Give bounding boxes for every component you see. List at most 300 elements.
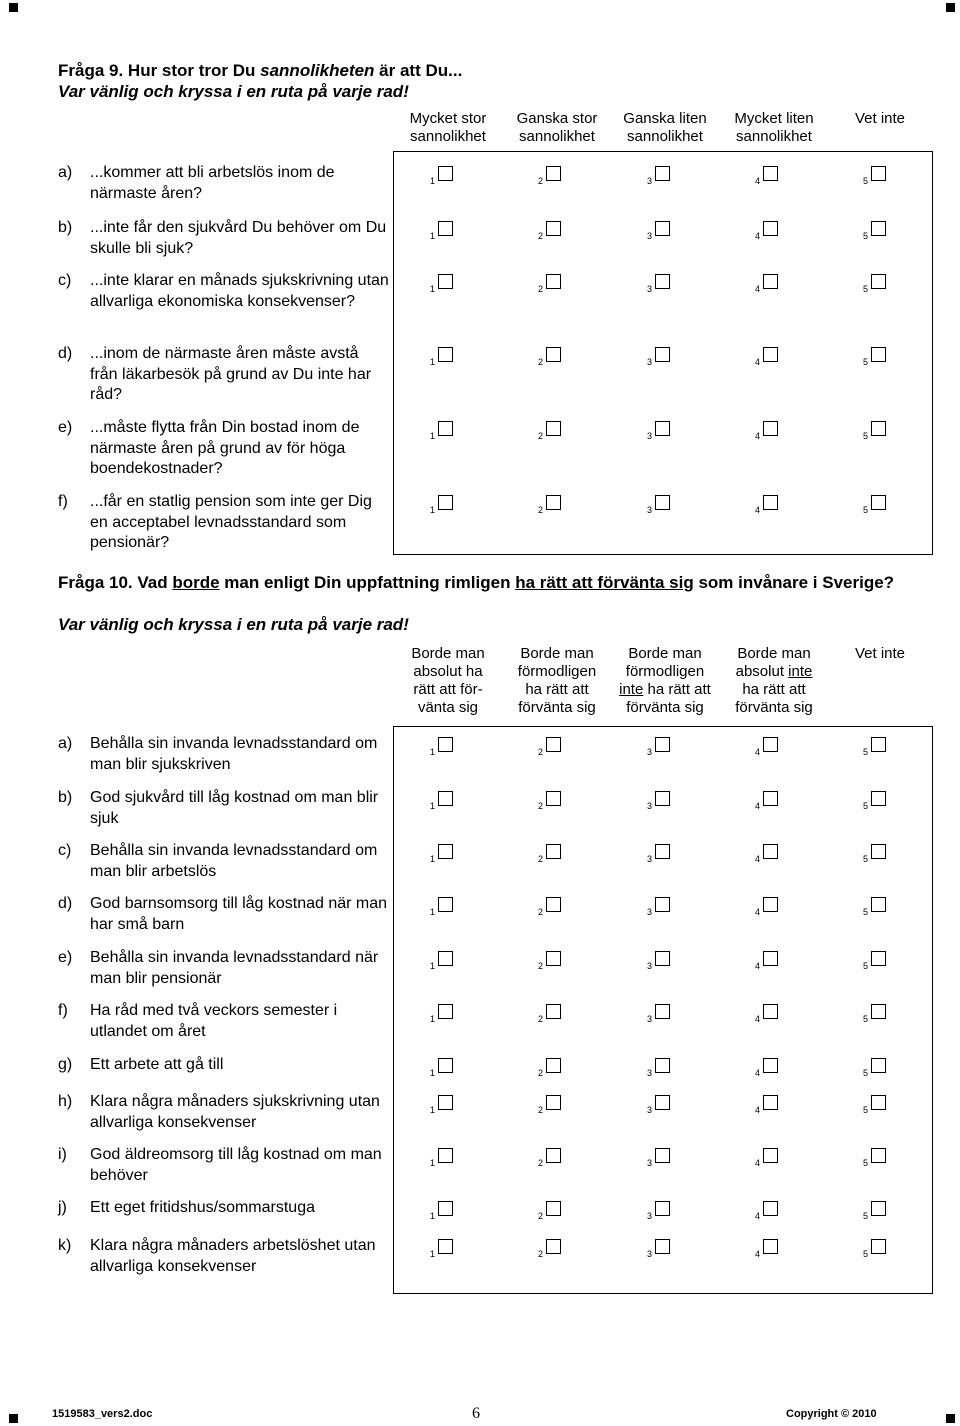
option-number: 4 xyxy=(755,1211,761,1221)
answer-checkbox[interactable] xyxy=(538,1058,566,1078)
q9-instruction: Var vänlig och kryssa i en ruta på varje rad! xyxy=(58,82,409,101)
checkbox-square[interactable] xyxy=(546,166,561,181)
answer-checkbox[interactable] xyxy=(430,1004,458,1024)
answer-checkbox[interactable] xyxy=(430,1148,458,1168)
option-number: 3 xyxy=(647,1211,653,1221)
answer-checkbox[interactable] xyxy=(647,166,675,186)
option-number: 1 xyxy=(430,357,436,367)
checkbox-square[interactable] xyxy=(546,897,561,912)
option-number: 4 xyxy=(755,1249,761,1259)
row-text: Behålla sin invanda levnadsstandard om man blir sjukskriven xyxy=(90,735,378,773)
row-text: Behålla sin invanda levnadsstandard när man blir pensionär xyxy=(90,949,379,987)
checkbox-square[interactable] xyxy=(438,737,453,752)
checkbox-square[interactable] xyxy=(763,1239,778,1254)
row-letter: i) xyxy=(58,1146,67,1163)
answer-checkbox[interactable] xyxy=(863,1239,891,1259)
answer-checkbox[interactable] xyxy=(430,221,458,241)
option-number: 5 xyxy=(863,1249,869,1259)
row-text: Ett arbete att gå till xyxy=(90,1056,224,1073)
checkbox-square[interactable] xyxy=(438,166,453,181)
answer-checkbox[interactable] xyxy=(538,347,566,367)
answer-checkbox[interactable] xyxy=(863,1095,891,1115)
row-text: God sjukvård till låg kostnad om man blir sjuk xyxy=(90,789,379,827)
checkbox-square[interactable] xyxy=(438,1201,453,1216)
checkbox-square[interactable] xyxy=(546,1095,561,1110)
option-number: 2 xyxy=(538,1158,544,1168)
checkbox-square[interactable] xyxy=(546,844,561,859)
option-number: 3 xyxy=(647,854,653,864)
checkbox-square[interactable] xyxy=(763,166,778,181)
answer-checkbox[interactable] xyxy=(430,897,458,917)
answer-checkbox[interactable] xyxy=(430,951,458,971)
row-text: ...kommer att bli arbetslös inom de närmaste åren? xyxy=(90,164,335,202)
answer-checkbox[interactable] xyxy=(538,791,566,811)
option-number: 2 xyxy=(538,961,544,971)
answer-checkbox[interactable] xyxy=(755,1201,783,1221)
row-letter: d) xyxy=(58,895,73,912)
option-number: 5 xyxy=(863,801,869,811)
answer-checkbox[interactable] xyxy=(538,737,566,757)
option-number: 2 xyxy=(538,1249,544,1259)
q9-col-header: Ganska liten sannolikhet xyxy=(623,110,707,145)
option-number: 1 xyxy=(430,1249,436,1259)
option-number: 4 xyxy=(755,961,761,971)
checkbox-square[interactable] xyxy=(763,897,778,912)
answer-checkbox[interactable] xyxy=(863,951,891,971)
option-number: 2 xyxy=(538,747,544,757)
option-number: 3 xyxy=(647,231,653,241)
option-number: 3 xyxy=(647,907,653,917)
checkbox-square[interactable] xyxy=(871,897,886,912)
row-letter: e) xyxy=(58,949,73,966)
answer-checkbox[interactable] xyxy=(538,421,566,441)
answer-checkbox[interactable] xyxy=(863,1148,891,1168)
checkbox-square[interactable] xyxy=(763,951,778,966)
row-letter: d) xyxy=(58,345,73,362)
option-number: 4 xyxy=(755,907,761,917)
option-number: 2 xyxy=(538,907,544,917)
checkbox-square[interactable] xyxy=(871,221,886,236)
option-number: 5 xyxy=(863,284,869,294)
checkbox-square[interactable] xyxy=(438,421,453,436)
checkbox-square[interactable] xyxy=(763,1201,778,1216)
option-number: 3 xyxy=(647,961,653,971)
row-text: Behålla sin invanda levnadsstandard om man blir arbetslös xyxy=(90,842,378,880)
answer-checkbox[interactable] xyxy=(647,737,675,757)
checkbox-square[interactable] xyxy=(655,495,670,510)
option-number: 1 xyxy=(430,1105,436,1115)
answer-checkbox[interactable] xyxy=(755,1058,783,1078)
checkbox-square[interactable] xyxy=(871,1004,886,1019)
row-letter: f) xyxy=(58,1002,68,1019)
option-number: 1 xyxy=(430,1211,436,1221)
checkbox-square[interactable] xyxy=(655,421,670,436)
answer-checkbox[interactable] xyxy=(430,347,458,367)
checkbox-square[interactable] xyxy=(871,495,886,510)
answer-checkbox[interactable] xyxy=(430,1058,458,1078)
checkbox-square[interactable] xyxy=(871,347,886,362)
option-number: 2 xyxy=(538,284,544,294)
corner-mark xyxy=(946,3,955,12)
answer-checkbox[interactable] xyxy=(755,221,783,241)
answer-checkbox[interactable] xyxy=(647,844,675,864)
answer-checkbox[interactable] xyxy=(647,897,675,917)
checkbox-square[interactable] xyxy=(546,221,561,236)
row-letter: g) xyxy=(58,1056,73,1073)
checkbox-square[interactable] xyxy=(763,495,778,510)
row-text: Klara några månaders sjukskrivning utan allvarliga konsekvenser xyxy=(90,1093,380,1131)
answer-checkbox[interactable] xyxy=(755,897,783,917)
option-number: 1 xyxy=(430,1158,436,1168)
checkbox-square[interactable] xyxy=(655,166,670,181)
checkbox-square[interactable] xyxy=(655,1148,670,1163)
checkbox-square[interactable] xyxy=(438,1239,453,1254)
option-number: 3 xyxy=(647,1249,653,1259)
checkbox-square[interactable] xyxy=(763,791,778,806)
answer-checkbox[interactable] xyxy=(755,347,783,367)
checkbox-square[interactable] xyxy=(546,737,561,752)
answer-checkbox[interactable] xyxy=(863,897,891,917)
checkbox-square[interactable] xyxy=(871,166,886,181)
answer-checkbox[interactable] xyxy=(863,791,891,811)
checkbox-square[interactable] xyxy=(438,347,453,362)
row-letter: b) xyxy=(58,219,73,236)
option-number: 5 xyxy=(863,1014,869,1024)
answer-checkbox[interactable] xyxy=(863,1058,891,1078)
checkbox-square[interactable] xyxy=(546,1004,561,1019)
q10-col-header: Vet inte xyxy=(854,645,906,662)
option-number: 2 xyxy=(538,1211,544,1221)
option-number: 1 xyxy=(430,231,436,241)
option-number: 1 xyxy=(430,801,436,811)
option-number: 2 xyxy=(538,801,544,811)
checkbox-square[interactable] xyxy=(655,221,670,236)
answer-checkbox[interactable] xyxy=(538,221,566,241)
checkbox-square[interactable] xyxy=(871,1201,886,1216)
answer-checkbox[interactable] xyxy=(755,166,783,186)
checkbox-square[interactable] xyxy=(871,1239,886,1254)
checkbox-square[interactable] xyxy=(438,951,453,966)
answer-checkbox[interactable] xyxy=(755,844,783,864)
option-number: 3 xyxy=(647,1105,653,1115)
option-number: 4 xyxy=(755,231,761,241)
row-letter: h) xyxy=(58,1093,73,1110)
q10-col-header: Borde man förmodligen ha rätt att förvänta sig xyxy=(517,645,597,716)
checkbox-square[interactable] xyxy=(438,1004,453,1019)
answer-checkbox[interactable] xyxy=(647,791,675,811)
checkbox-square[interactable] xyxy=(871,844,886,859)
option-number: 3 xyxy=(647,284,653,294)
answer-checkbox[interactable] xyxy=(863,844,891,864)
answer-checkbox[interactable] xyxy=(647,1095,675,1115)
option-number: 4 xyxy=(755,431,761,441)
footer-copyright: Copyright © 2010 xyxy=(786,1408,877,1420)
option-number: 3 xyxy=(647,1068,653,1078)
answer-checkbox[interactable] xyxy=(538,1201,566,1221)
answer-checkbox[interactable] xyxy=(430,1095,458,1115)
answer-checkbox[interactable] xyxy=(863,221,891,241)
checkbox-square[interactable] xyxy=(438,495,453,510)
checkbox-square[interactable] xyxy=(763,421,778,436)
answer-checkbox[interactable] xyxy=(538,1239,566,1259)
row-letter: b) xyxy=(58,789,73,806)
answer-checkbox[interactable] xyxy=(755,421,783,441)
checkbox-square[interactable] xyxy=(763,737,778,752)
option-number: 5 xyxy=(863,505,869,515)
checkbox-square[interactable] xyxy=(546,347,561,362)
option-number: 4 xyxy=(755,505,761,515)
checkbox-square[interactable] xyxy=(546,791,561,806)
row-text: Ett eget fritidshus/sommarstuga xyxy=(90,1199,315,1216)
checkbox-square[interactable] xyxy=(655,347,670,362)
option-number: 3 xyxy=(647,801,653,811)
checkbox-square[interactable] xyxy=(655,1004,670,1019)
option-number: 5 xyxy=(863,431,869,441)
checkbox-square[interactable] xyxy=(655,737,670,752)
checkbox-square[interactable] xyxy=(438,274,453,289)
checkbox-square[interactable] xyxy=(438,221,453,236)
q10-instruction: Var vänlig och kryssa i en ruta på varje rad! xyxy=(58,615,409,634)
answer-checkbox[interactable] xyxy=(863,737,891,757)
option-number: 1 xyxy=(430,505,436,515)
option-number: 4 xyxy=(755,1014,761,1024)
page-number: 6 xyxy=(472,1405,480,1422)
option-number: 5 xyxy=(863,961,869,971)
q9-title: Fråga 9. Hur stor tror Du sannolikheten är att Du... xyxy=(58,61,463,80)
answer-checkbox[interactable] xyxy=(647,421,675,441)
option-number: 2 xyxy=(538,357,544,367)
checkbox-square[interactable] xyxy=(655,1201,670,1216)
checkbox-square[interactable] xyxy=(655,1095,670,1110)
checkbox-square[interactable] xyxy=(763,347,778,362)
row-letter: k) xyxy=(58,1237,72,1254)
row-text: Klara några månaders arbetslöshet utan allvarliga konsekvenser xyxy=(90,1237,376,1275)
answer-checkbox[interactable] xyxy=(647,1058,675,1078)
answer-checkbox[interactable] xyxy=(755,495,783,515)
row-text: ...får en statlig pension som inte ger Dig en acceptabel levnadsstandard som pensionär? xyxy=(90,493,372,551)
checkbox-square[interactable] xyxy=(871,421,886,436)
answer-checkbox[interactable] xyxy=(755,274,783,294)
row-text: God barnsomsorg till låg kostnad när man har små barn xyxy=(90,895,388,933)
row-letter: e) xyxy=(58,419,73,436)
option-number: 2 xyxy=(538,854,544,864)
checkbox-square[interactable] xyxy=(438,1148,453,1163)
checkbox-square[interactable] xyxy=(763,274,778,289)
answer-checkbox[interactable] xyxy=(430,274,458,294)
answer-checkbox[interactable] xyxy=(430,791,458,811)
checkbox-square[interactable] xyxy=(546,951,561,966)
checkbox-square[interactable] xyxy=(655,951,670,966)
answer-checkbox[interactable] xyxy=(755,951,783,971)
answer-checkbox[interactable] xyxy=(755,737,783,757)
option-number: 1 xyxy=(430,961,436,971)
row-text: ...inte klarar en månads sjukskrivning utan allvarliga ekonomiska konsekvenser? xyxy=(90,272,389,310)
checkbox-square[interactable] xyxy=(546,1201,561,1216)
answer-checkbox[interactable] xyxy=(647,1239,675,1259)
option-number: 4 xyxy=(755,1158,761,1168)
option-number: 4 xyxy=(755,747,761,757)
option-number: 4 xyxy=(755,357,761,367)
option-number: 3 xyxy=(647,505,653,515)
row-letter: a) xyxy=(58,735,73,752)
checkbox-square[interactable] xyxy=(871,791,886,806)
checkbox-square[interactable] xyxy=(871,1148,886,1163)
option-number: 2 xyxy=(538,1068,544,1078)
answer-checkbox[interactable] xyxy=(647,951,675,971)
answer-checkbox[interactable] xyxy=(430,421,458,441)
checkbox-square[interactable] xyxy=(546,495,561,510)
answer-checkbox[interactable] xyxy=(647,1148,675,1168)
option-number: 3 xyxy=(647,357,653,367)
option-number: 5 xyxy=(863,176,869,186)
checkbox-square[interactable] xyxy=(655,274,670,289)
option-number: 2 xyxy=(538,176,544,186)
answer-checkbox[interactable] xyxy=(647,495,675,515)
checkbox-square[interactable] xyxy=(871,737,886,752)
row-text: ...inom de närmaste åren måste avstå från läkarbesök på grund av Du inte har råd? xyxy=(90,345,372,403)
checkbox-square[interactable] xyxy=(871,274,886,289)
checkbox-square[interactable] xyxy=(763,1058,778,1073)
q10-col-header: Borde man absolut inte ha rätt att förvänta sig xyxy=(735,645,813,716)
checkbox-square[interactable] xyxy=(546,1058,561,1073)
checkbox-square[interactable] xyxy=(546,1148,561,1163)
checkbox-square[interactable] xyxy=(546,1239,561,1254)
answer-checkbox[interactable] xyxy=(863,1201,891,1221)
answer-checkbox[interactable] xyxy=(647,274,675,294)
row-text: God äldreomsorg till låg kostnad om man behöver xyxy=(90,1146,382,1184)
checkbox-square[interactable] xyxy=(655,844,670,859)
row-letter: c) xyxy=(58,842,72,859)
answer-checkbox[interactable] xyxy=(538,1095,566,1115)
row-text: ...inte får den sjukvård Du behöver om Du skulle bli sjuk? xyxy=(90,219,387,257)
option-number: 1 xyxy=(430,431,436,441)
answer-checkbox[interactable] xyxy=(863,274,891,294)
q9-col-header: Mycket stor sannolikhet xyxy=(409,110,487,145)
option-number: 1 xyxy=(430,284,436,294)
q9-col-header: Mycket liten sannolikhet xyxy=(734,110,814,145)
option-number: 5 xyxy=(863,231,869,241)
option-number: 1 xyxy=(430,1014,436,1024)
footer-doc-name: 1519583_vers2.doc xyxy=(52,1408,153,1420)
answer-checkbox[interactable] xyxy=(647,347,675,367)
option-number: 2 xyxy=(538,431,544,441)
row-text: Ha råd med två veckors semester i utlandet om året xyxy=(90,1002,338,1040)
answer-checkbox[interactable] xyxy=(430,737,458,757)
checkbox-square[interactable] xyxy=(655,1239,670,1254)
q10-col-header: Borde man förmodligen inte ha rätt att förvänta sig xyxy=(619,645,711,716)
option-number: 2 xyxy=(538,231,544,241)
checkbox-square[interactable] xyxy=(438,1058,453,1073)
answer-checkbox[interactable] xyxy=(538,166,566,186)
option-number: 2 xyxy=(538,505,544,515)
answer-checkbox[interactable] xyxy=(755,791,783,811)
answer-checkbox[interactable] xyxy=(538,274,566,294)
answer-checkbox[interactable] xyxy=(538,495,566,515)
checkbox-square[interactable] xyxy=(438,1095,453,1110)
answer-checkbox[interactable] xyxy=(647,221,675,241)
option-number: 2 xyxy=(538,1014,544,1024)
option-number: 4 xyxy=(755,854,761,864)
option-number: 5 xyxy=(863,1105,869,1115)
answer-checkbox[interactable] xyxy=(538,844,566,864)
option-number: 5 xyxy=(863,1068,869,1078)
option-number: 1 xyxy=(430,747,436,757)
answer-checkbox[interactable] xyxy=(538,951,566,971)
q10-title: Fråga 10. Vad borde man enligt Din uppfattning rimligen ha rätt att förvänta sig som invånare i Sverige? xyxy=(58,573,895,592)
checkbox-square[interactable] xyxy=(763,1095,778,1110)
checkbox-square[interactable] xyxy=(655,1058,670,1073)
answer-checkbox[interactable] xyxy=(863,166,891,186)
option-number: 4 xyxy=(755,1105,761,1115)
answer-checkbox[interactable] xyxy=(863,495,891,515)
answer-checkbox[interactable] xyxy=(755,1004,783,1024)
row-letter: f) xyxy=(58,493,68,510)
checkbox-square[interactable] xyxy=(871,1058,886,1073)
row-letter: j) xyxy=(58,1199,67,1216)
checkbox-square[interactable] xyxy=(871,1095,886,1110)
answer-checkbox[interactable] xyxy=(755,1148,783,1168)
option-number: 3 xyxy=(647,176,653,186)
checkbox-square[interactable] xyxy=(763,844,778,859)
answer-checkbox[interactable] xyxy=(863,1004,891,1024)
answer-checkbox[interactable] xyxy=(755,1095,783,1115)
answer-checkbox[interactable] xyxy=(863,347,891,367)
q9-col-header: Ganska stor sannolikhet xyxy=(516,110,598,145)
answer-checkbox[interactable] xyxy=(755,1239,783,1259)
option-number: 2 xyxy=(538,1105,544,1115)
checkbox-square[interactable] xyxy=(546,421,561,436)
checkbox-square[interactable] xyxy=(763,1148,778,1163)
checkbox-square[interactable] xyxy=(763,1004,778,1019)
option-number: 1 xyxy=(430,907,436,917)
option-number: 3 xyxy=(647,431,653,441)
answer-checkbox[interactable] xyxy=(538,1004,566,1024)
option-number: 1 xyxy=(430,176,436,186)
answer-checkbox[interactable] xyxy=(863,421,891,441)
option-number: 5 xyxy=(863,907,869,917)
option-number: 4 xyxy=(755,801,761,811)
corner-mark xyxy=(9,1414,18,1423)
checkbox-square[interactable] xyxy=(655,791,670,806)
q10-col-header: Borde man absolut ha rätt att för- vänta sig xyxy=(411,645,485,716)
answer-checkbox[interactable] xyxy=(430,1201,458,1221)
checkbox-square[interactable] xyxy=(871,951,886,966)
option-number: 3 xyxy=(647,1158,653,1168)
answer-checkbox[interactable] xyxy=(430,495,458,515)
checkbox-square[interactable] xyxy=(438,844,453,859)
option-number: 3 xyxy=(647,1014,653,1024)
checkbox-square[interactable] xyxy=(438,791,453,806)
checkbox-square[interactable] xyxy=(763,221,778,236)
answer-checkbox[interactable] xyxy=(647,1201,675,1221)
answer-checkbox[interactable] xyxy=(538,1148,566,1168)
answer-checkbox[interactable] xyxy=(647,1004,675,1024)
option-number: 4 xyxy=(755,284,761,294)
answer-checkbox[interactable] xyxy=(430,1239,458,1259)
checkbox-square[interactable] xyxy=(438,897,453,912)
row-letter: c) xyxy=(58,272,72,289)
checkbox-square[interactable] xyxy=(655,897,670,912)
corner-mark xyxy=(9,3,18,12)
checkbox-square[interactable] xyxy=(546,274,561,289)
option-number: 5 xyxy=(863,1158,869,1168)
answer-checkbox[interactable] xyxy=(538,897,566,917)
answer-checkbox[interactable] xyxy=(430,166,458,186)
answer-checkbox[interactable] xyxy=(430,844,458,864)
row-letter: a) xyxy=(58,164,73,181)
option-number: 5 xyxy=(863,1211,869,1221)
option-number: 1 xyxy=(430,1068,436,1078)
